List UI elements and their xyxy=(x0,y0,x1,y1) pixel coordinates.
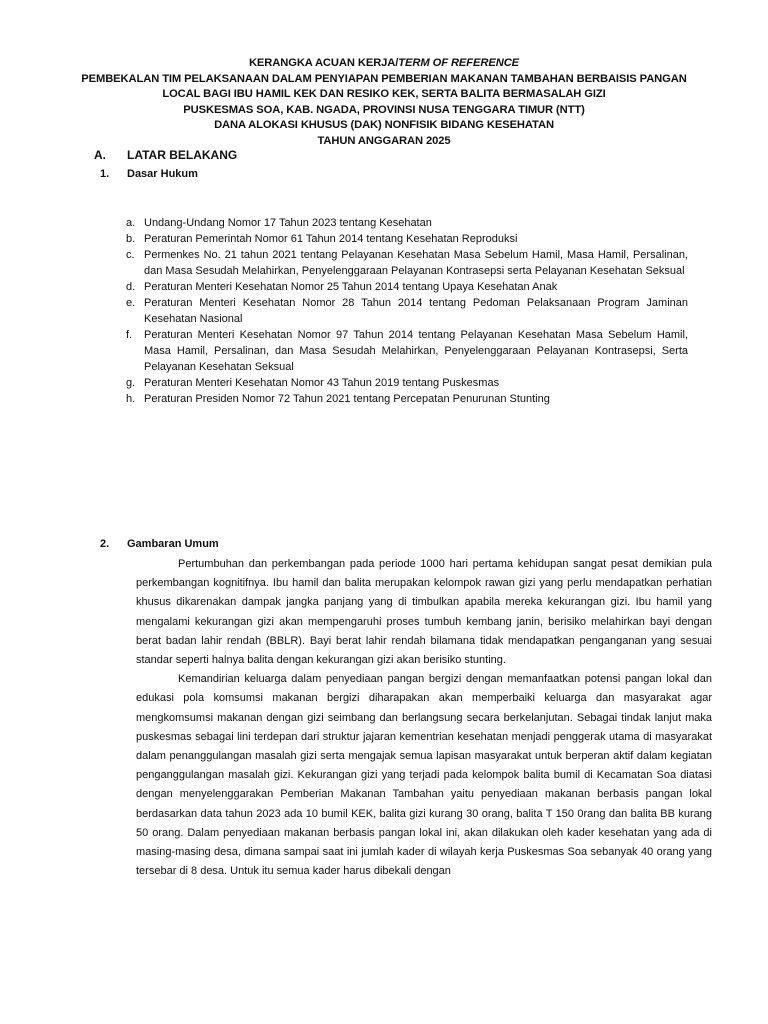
subsection-1-title: Dasar Hukum xyxy=(127,168,198,180)
list-item xyxy=(126,231,688,247)
section-a-heading xyxy=(94,148,237,162)
list-text: Undang-Undang Nomor 17 Tahun 2023 tentang Kesehatan xyxy=(144,217,432,229)
list-item xyxy=(126,391,688,407)
title-line-4: PUSKESMAS SOA, KAB. NGADA, PROVINSI NUSA TENGGARA TIMUR (NTT) xyxy=(183,103,585,116)
section-a-number: A. xyxy=(94,148,106,162)
title-line-5: DANA ALOKASI KHUSUS (DAK) NONFISIK BIDANG KESEHATAN xyxy=(214,119,554,131)
document-title xyxy=(60,56,708,149)
list-marker: d. xyxy=(126,281,136,293)
list-item xyxy=(126,295,688,327)
subsection-1-heading xyxy=(100,168,198,180)
list-text: Peraturan Menteri Kesehatan Nomor 28 Tahun 2014 tentang Pedoman Pelaksanaan Program Jaminan Kesehatan Nasional xyxy=(144,297,688,325)
list-marker: e. xyxy=(126,297,136,309)
list-marker: b. xyxy=(126,233,136,245)
list-text: Peraturan Menteri Kesehatan Nomor 97 Tahun 2014 tentang Pelayanan Kesehatan Masa Sebelum Hamil, Masa Hamil, Persalinan, dan Masa Sesudah Melahirkan, Penyelenggaraan Pelayanan Kontrasepsi, Serta Pelayanan Kesehatan Seksual xyxy=(144,329,688,373)
list-marker: g. xyxy=(126,377,136,389)
list-text: Peraturan Menteri Kesehatan Nomor 43 Tahun 2019 tentang Puskesmas xyxy=(144,377,500,389)
list-text: Peraturan Presiden Nomor 72 Tahun 2021 tentang Percepatan Penurunan Stunting xyxy=(144,393,550,405)
title-prefix: KERANGKA ACUAN KERJA/ xyxy=(248,57,399,69)
list-text: Permenkes No. 21 tahun 2021 tentang Pelayanan Kesehatan Masa Sebelum Hamil, Masa Hamil, Persalinan, dan Masa Sesudah Melahirkan, Penyelenggaraan Pelayanan Kontrasepsi serta Pelayanan Kesehatan Seksual xyxy=(144,249,688,277)
list-item xyxy=(126,375,688,391)
title-line-3: LOCAL BAGI IBU HAMIL KEK DAN RESIKO KEK, SERTA BALITA BERMASALAH GIZI xyxy=(162,88,606,100)
subsection-2-heading xyxy=(100,538,219,550)
list-item xyxy=(126,247,688,279)
list-marker: f. xyxy=(126,329,133,341)
list-text: Peraturan Pemerintah Nomor 61 Tahun 2014 tentang Kesehatan Reproduksi xyxy=(144,233,518,245)
list-item xyxy=(126,279,688,295)
list-marker: c. xyxy=(126,249,135,261)
list-marker: h. xyxy=(126,393,136,405)
paragraph: Kemandirian keluarga dalam penyediaan pangan bergizi dengan memanfaatkan potensi pangan lokal dan edukasi pola komsumsi makanan bergizi diharapakan akan memperbaiki keluarga dan masyarakat agar mengkomsumsi makanan dengan gizi seimbang dan berlangsung secara berkelanjutan. Sebagai tindak lanjut maka puskesmas sebagai lini terdepan dari struktur jajaran kementrian kesehatan menjadi penggerak utama di masyarakat dalam penanggulangan masalah gizi serta mengajak semua lapisan masyarakat untuk berperan aktif dalam kegiatan penganggulangan masalah gizi. Kekurangan gizi yang terjadi pada kelompok balita bumil di Kecamatan Soa diatasi dengan menyelenggarakan Pemberian Makanan Tambahan yaitu penyediaan makanan berbasis pangan lokal berdasarkan data tahun 2023 ada 10 bumil KEK, balita gizi kurang 30 orang, balita T 150 0rang dan balita BB kurang 50 orang. Dalam penyediaan makanan berbasis pangan lokal ini, akan dilakukan oleh kader kesehatan yang ada di masing-masing desa, dimana sampai saat ini jumlah kader di wilayah kerja Puskesmas Soa sebanyak 40 orang yang tersebar di 8 desa. Untuk itu semua kader harus dibekali dengan xyxy=(136,673,712,878)
subsection-2-title: Gambaran Umum xyxy=(127,538,219,550)
section-a-title: LATAR BELAKANG xyxy=(127,148,238,162)
subsection-2-number: 2. xyxy=(100,538,110,550)
list-text: Peraturan Menteri Kesehatan Nomor 25 Tahun 2014 tentang Upaya Kesehatan Anak xyxy=(144,281,558,293)
title-line-1 xyxy=(60,56,708,72)
list-marker: a. xyxy=(126,217,136,229)
general-overview-body xyxy=(136,555,712,881)
paragraph: Pertumbuhan dan perkembangan pada periode 1000 hari pertama kehidupan sangat pesat demikian pula perkembangan kognitifnya. Ibu hamil dan balita merupakan kelompok rawan gizi yang perlu mendapatkan perhatian khusus dikarenakan dampak jangka panjang yang di timbulkan apabila mereka kekurangan gizi. Ibu hamil yang mengalami kekurangan gizi akan mempengaruhi proses tumbuh kembang janin, berisiko melahirkan bayi dengan berat badan lahir rendah (BBLR). Bayi berat lahir rendah bilamana tidak mendapatkan penganganan yang sesuai standar seperti halnya balita dengan kekurangan gizi akan berisiko stunting. xyxy=(136,558,712,667)
title-line-2: PEMBEKALAN TIM PELAKSANAAN DALAM PENYIAPAN PEMBERIAN MAKANAN TAMBAHAN BERBAISIS PANGAN xyxy=(81,72,687,85)
title-line-6: TAHUN ANGGARAN 2025 xyxy=(317,134,451,147)
title-italic: TERM OF REFERENCE xyxy=(398,57,520,69)
list-item xyxy=(126,215,688,231)
subsection-1-number: 1. xyxy=(100,168,110,180)
legal-basis-list xyxy=(126,215,688,407)
list-item xyxy=(126,327,688,375)
